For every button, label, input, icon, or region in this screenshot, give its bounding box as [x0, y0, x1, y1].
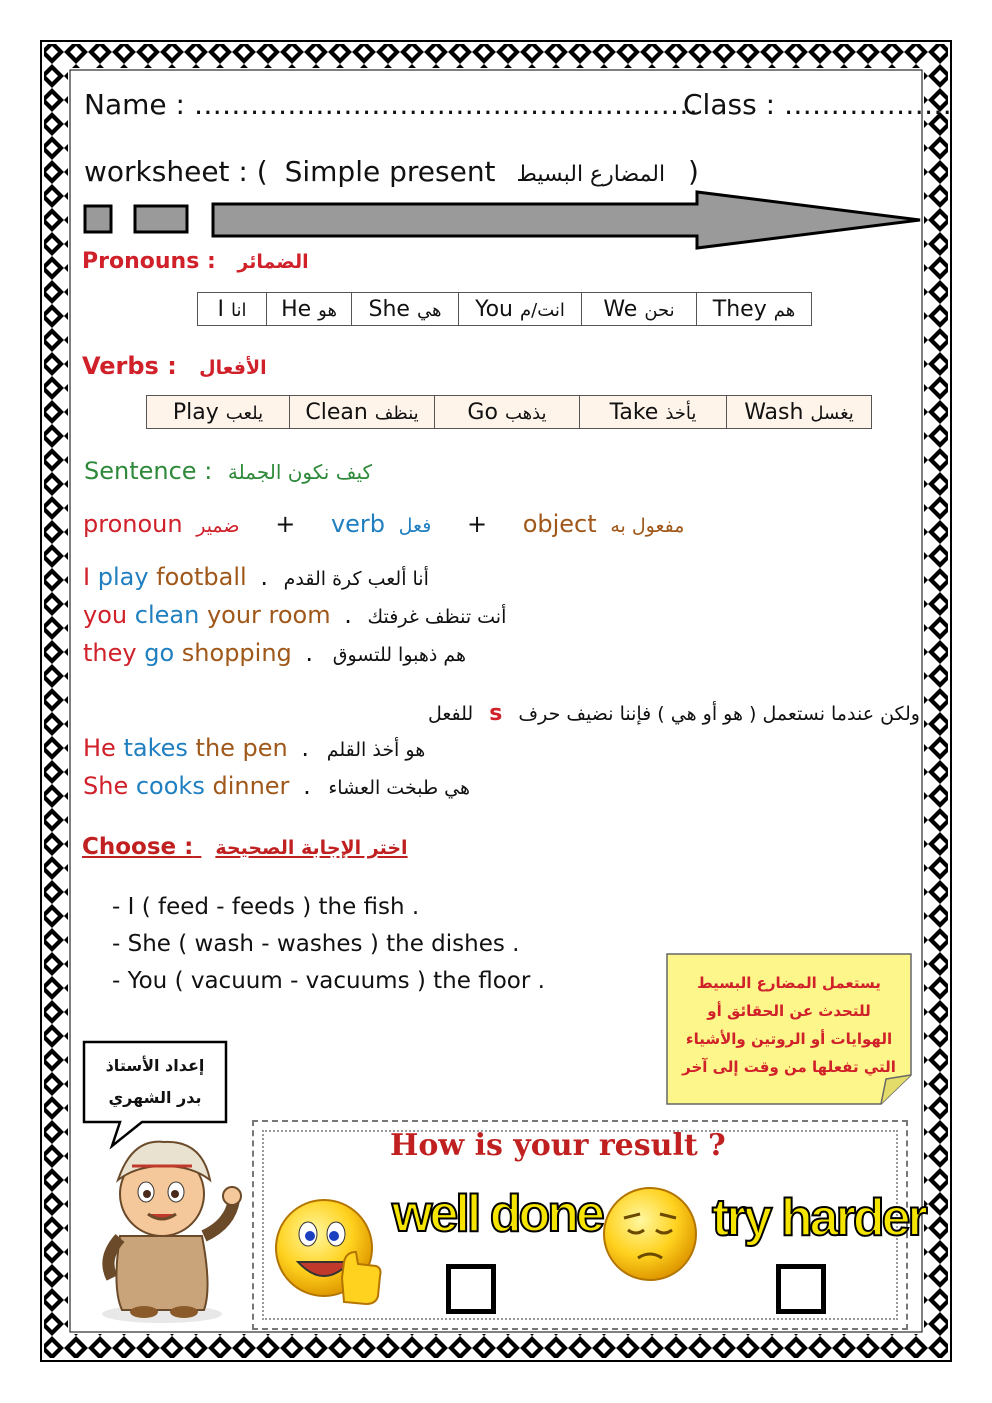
verb-cell: Take يأخذ: [580, 396, 727, 429]
result-title: How is your result ?: [390, 1128, 726, 1163]
choice-item[interactable]: - She ( wash - washes ) the dishes .: [112, 931, 520, 957]
name-label: Name : ………………………………………………: [84, 88, 698, 121]
well-done-label: well done: [392, 1185, 602, 1243]
verb-cell: Wash يغسل: [727, 396, 872, 429]
worksheet-title: worksheet : ( Simple present المضارع البسيط ): [84, 155, 699, 188]
verb-cell: Play يلعب: [147, 396, 290, 429]
example-s-line: He takes the pen . هو أخذ القلم: [83, 734, 426, 762]
choice-item[interactable]: - I ( feed - feeds ) the fish .: [112, 894, 420, 920]
name-line[interactable]: ………………………………………………: [193, 88, 698, 121]
sad-face-icon: [600, 1184, 700, 1284]
verbs-heading: Verbs : الأفعال: [82, 352, 267, 380]
boy-illustration: [72, 1128, 250, 1328]
verb-cell: Clean ينظف: [290, 396, 435, 429]
pronoun-cell: She هي: [352, 293, 459, 326]
pronouns-table: [197, 292, 812, 326]
try-harder-checkbox[interactable]: [776, 1264, 826, 1314]
pronouns-heading: Pronouns : الضمائر: [82, 249, 309, 274]
verb-cell: Go يذهب: [435, 396, 580, 429]
example-line: I play football . أنا ألعب كرة القدم: [83, 563, 429, 591]
pronoun-cell: I انا: [198, 293, 267, 326]
well-done-checkbox[interactable]: [446, 1264, 496, 1314]
choice-item[interactable]: - You ( vacuum - vacuums ) the floor .: [112, 968, 545, 994]
example-line: they go shopping . هم ذهبوا للتسوق: [83, 639, 467, 667]
pronoun-cell: He هو: [267, 293, 352, 326]
try-harder-label: try harder: [712, 1189, 925, 1247]
verbs-table: [146, 395, 872, 429]
example-s-line: She cooks dinner . هي طبخت العشاء: [83, 772, 470, 800]
pronoun-cell: We نحن: [582, 293, 697, 326]
sticky-note: [666, 953, 912, 1105]
s-rule: ولكن عندما نستعمل ( هو أو هي ) فإننا نضيف حرف s للفعل: [427, 701, 920, 726]
smiley-thumbs-up-icon: [272, 1186, 390, 1312]
example-line: you clean your room . أنت تنظف غرفتك: [83, 601, 507, 629]
pronoun-cell: They هم: [697, 293, 812, 326]
class-line[interactable]: ………………: [783, 88, 952, 121]
pronoun-cell: You انت/م: [459, 293, 582, 326]
author-text: إعداد الأستاذ بدر الشهري: [105, 1056, 205, 1107]
arrow-graphic: [82, 190, 924, 250]
sentence-formula: pronoun ضمير + verb فعل + object مفعول به: [83, 510, 685, 538]
class-label: Class : ………………: [683, 88, 952, 121]
choose-heading: Choose : اختر الإجابة الصحيحة: [82, 834, 408, 860]
sentence-heading: Sentence : كيف نكون الجملة: [84, 457, 372, 485]
note-text: يستعمل المضارع البسيط للتحدث عن الحقائق أو الهوايات أو الروتين والأشياء التي تفعلها من وقت إلى آخر: [682, 974, 896, 1076]
